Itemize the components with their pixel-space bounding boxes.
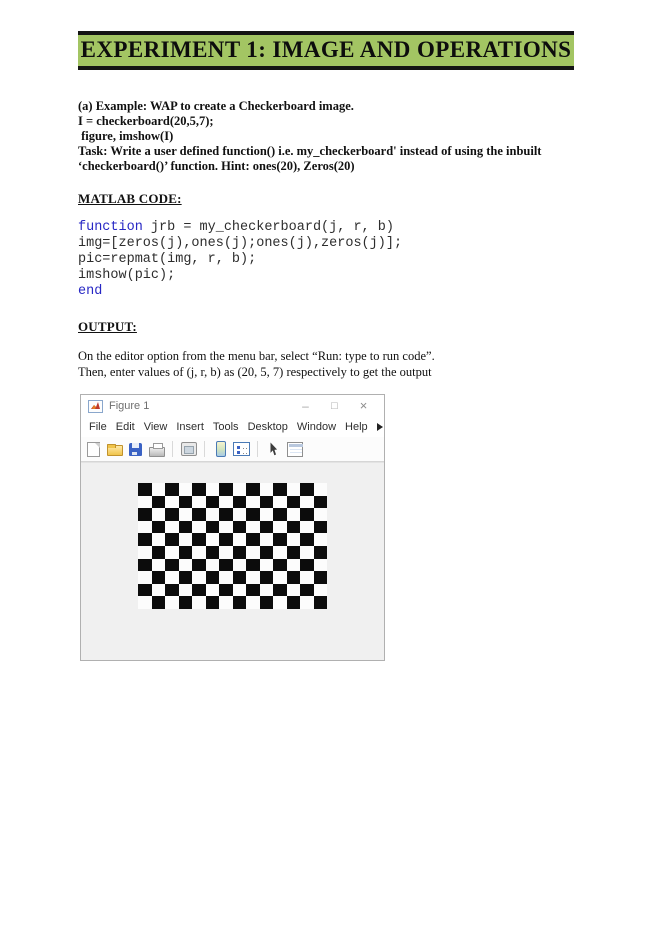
checkerboard-cell: [273, 546, 287, 559]
checkerboard-cell: [246, 596, 260, 609]
checkerboard-cell: [152, 533, 166, 546]
menu-item-tools[interactable]: Tools: [212, 421, 239, 433]
checkerboard-cell: [152, 596, 166, 609]
checkerboard-cell: [260, 559, 274, 572]
checkerboard-cell: [152, 496, 166, 509]
checkerboard-cell: [179, 559, 193, 572]
intro-line: (a) Example: WAP to create a Checkerboard image.: [78, 99, 354, 113]
checkerboard-cell: [233, 483, 247, 496]
checkerboard-cell: [152, 559, 166, 572]
checkerboard-cell: [179, 584, 193, 597]
checkerboard-cell: [138, 521, 152, 534]
checkerboard-cell: [314, 508, 328, 521]
checkerboard-cell: [300, 584, 314, 597]
toolbar-separator: [257, 441, 258, 457]
checkerboard-cell: [179, 483, 193, 496]
checkerboard-cell: [192, 521, 206, 534]
checkerboard-cell: [287, 533, 301, 546]
checkerboard-cell: [260, 571, 274, 584]
checkerboard-cell: [233, 584, 247, 597]
checkerboard-cell: [233, 496, 247, 509]
checkerboard-cell: [287, 571, 301, 584]
menu-item-insert[interactable]: Insert: [176, 421, 204, 433]
checkerboard-cell: [246, 521, 260, 534]
checkerboard-cell: [179, 596, 193, 609]
checkerboard-cell: [179, 571, 193, 584]
menu-item-edit[interactable]: Edit: [115, 421, 135, 433]
checkerboard-cell: [165, 584, 179, 597]
figure-titlebar[interactable]: [81, 395, 384, 417]
code-text: jrb = my_checkerboard(j, r, b): [142, 220, 394, 235]
checkerboard-cell: [287, 596, 301, 609]
menu-bar: [81, 417, 384, 437]
menu-item-view[interactable]: View: [143, 421, 168, 433]
code-text: pic=repmat(img, r, b);: [78, 252, 257, 267]
code-line: [78, 284, 590, 300]
checkerboard-cell: [314, 596, 328, 609]
menu-item-window[interactable]: Window: [296, 421, 337, 433]
checkerboard-cell: [314, 559, 328, 572]
intro-block: [78, 99, 590, 174]
code-keyword: function: [78, 220, 143, 235]
checkerboard-cell: [246, 483, 260, 496]
checkerboard-cell: [152, 584, 166, 597]
matlab-figure-window: [80, 394, 385, 661]
checkerboard-cell: [260, 521, 274, 534]
checkerboard-cell: [273, 521, 287, 534]
checkerboard-cell: [192, 533, 206, 546]
window-controls: [291, 395, 378, 417]
output-heading: OUTPUT:: [78, 319, 137, 334]
output-line: Then, enter values of (j, r, b) as (20, 5, 7) respectively to get the output: [78, 364, 432, 379]
checkerboard-cell: [138, 546, 152, 559]
checkerboard-cell: [314, 546, 328, 559]
checkerboard-cell: [206, 508, 220, 521]
checkerboard-cell: [165, 508, 179, 521]
checkerboard-cell: [273, 559, 287, 572]
property-inspector-icon[interactable]: [286, 441, 303, 458]
checkerboard-cell: [246, 559, 260, 572]
intro-line: I = checkerboard(20,5,7);: [78, 114, 214, 128]
checkerboard-cell: [314, 496, 328, 509]
checkerboard-cell: [233, 546, 247, 559]
checkerboard-cell: [138, 483, 152, 496]
checkerboard-cell: [192, 496, 206, 509]
code-text: img=[zeros(j),ones(j);ones(j),zeros(j)];: [78, 236, 403, 251]
checkerboard-cell: [219, 546, 233, 559]
checkerboard-cell: [138, 533, 152, 546]
figure-toolbar: [81, 437, 384, 462]
checkerboard-cell: [233, 571, 247, 584]
checkerboard-cell: [273, 571, 287, 584]
link-plot-icon[interactable]: [180, 441, 197, 458]
checkerboard-cell: [273, 483, 287, 496]
maximize-button[interactable]: □: [331, 400, 338, 412]
checkerboard-cell: [152, 571, 166, 584]
checkerboard-cell: [233, 508, 247, 521]
checkerboard-cell: [246, 508, 260, 521]
checkerboard-cell: [206, 496, 220, 509]
checkerboard-cell: [206, 596, 220, 609]
toolbar-separator: [204, 441, 205, 457]
checkerboard-cell: [300, 559, 314, 572]
output-block: [78, 349, 590, 380]
checkerboard-cell: [179, 496, 193, 509]
checkerboard-cell: [273, 533, 287, 546]
checkerboard-cell: [300, 521, 314, 534]
open-file-icon[interactable]: [106, 441, 123, 458]
checkerboard-cell: [260, 584, 274, 597]
checkerboard-cell: [219, 533, 233, 546]
checkerboard-cell: [260, 596, 274, 609]
checkerboard-cell: [314, 584, 328, 597]
checkerboard-cell: [138, 596, 152, 609]
checkerboard-cell: [260, 496, 274, 509]
checkerboard-image: [138, 483, 327, 609]
checkerboard-cell: [165, 571, 179, 584]
edit-plot-icon[interactable]: [265, 441, 282, 458]
checkerboard-cell: [314, 533, 328, 546]
checkerboard-cell: [287, 546, 301, 559]
window-title: Figure 1: [109, 400, 150, 412]
checkerboard-cell: [260, 508, 274, 521]
checkerboard-cell: [165, 533, 179, 546]
checkerboard-cell: [314, 571, 328, 584]
checkerboard-cell: [246, 584, 260, 597]
checkerboard-cell: [152, 508, 166, 521]
experiment-title-banner: [78, 31, 574, 70]
checkerboard-cell: [314, 521, 328, 534]
checkerboard-cell: [287, 521, 301, 534]
checkerboard-cell: [165, 596, 179, 609]
checkerboard-cell: [273, 584, 287, 597]
checkerboard-cell: [300, 496, 314, 509]
checkerboard-cell: [287, 483, 301, 496]
checkerboard-cell: [219, 496, 233, 509]
code-block: [78, 220, 590, 300]
checkerboard-cell: [179, 521, 193, 534]
checkerboard-cell: [233, 521, 247, 534]
checkerboard-cell: [260, 533, 274, 546]
menu-item-help[interactable]: Help: [345, 421, 368, 433]
checkerboard-cell: [300, 571, 314, 584]
matlab-code-heading: MATLAB CODE:: [78, 191, 182, 206]
checkerboard-cell: [165, 546, 179, 559]
checkerboard-cell: [138, 508, 152, 521]
checkerboard-cell: [219, 521, 233, 534]
intro-line: Task: Write a user defined function() i.e. my_checkerboard' instead of using the inbuilt: [78, 144, 542, 158]
checkerboard-cell: [219, 508, 233, 521]
checkerboard-cell: [192, 546, 206, 559]
checkerboard-cell: [287, 508, 301, 521]
checkerboard-cell: [219, 596, 233, 609]
save-figure-icon[interactable]: [127, 441, 144, 458]
checkerboard-cell: [246, 571, 260, 584]
checkerboard-cell: [206, 521, 220, 534]
checkerboard-cell: [314, 483, 328, 496]
checkerboard-cell: [287, 559, 301, 572]
checkerboard-cell: [179, 546, 193, 559]
new-figure-icon[interactable]: [85, 441, 102, 458]
checkerboard-cell: [192, 508, 206, 521]
checkerboard-cell: [219, 584, 233, 597]
checkerboard-cell: [287, 584, 301, 597]
checkerboard-cell: [192, 584, 206, 597]
checkerboard-cell: [138, 584, 152, 597]
checkerboard-cell: [165, 559, 179, 572]
matlab-figure-icon: [88, 400, 103, 413]
checkerboard-cell: [300, 508, 314, 521]
checkerboard-cell: [152, 546, 166, 559]
checkerboard-cell: [246, 546, 260, 559]
checkerboard-cell: [206, 571, 220, 584]
checkerboard-cell: [233, 559, 247, 572]
checkerboard-cell: [246, 533, 260, 546]
checkerboard-cell: [138, 496, 152, 509]
checkerboard-cell: [246, 496, 260, 509]
output-line: On the editor option from the menu bar, select “Run: type to run code”.: [78, 349, 435, 363]
figure-canvas: [81, 462, 384, 660]
checkerboard-cell: [152, 521, 166, 534]
checkerboard-cell: [260, 483, 274, 496]
code-text: imshow(pic);: [78, 268, 176, 283]
checkerboard-cell: [206, 559, 220, 572]
checkerboard-cell: [192, 571, 206, 584]
checkerboard-cell: [138, 571, 152, 584]
checkerboard-cell: [206, 483, 220, 496]
checkerboard-cell: [165, 483, 179, 496]
checkerboard-cell: [287, 496, 301, 509]
print-figure-icon[interactable]: [148, 441, 165, 458]
checkerboard-cell: [300, 533, 314, 546]
checkerboard-cell: [233, 596, 247, 609]
close-button[interactable]: ×: [359, 398, 368, 413]
checkerboard-cell: [206, 546, 220, 559]
insert-legend-icon[interactable]: [233, 441, 250, 458]
menu-item-file[interactable]: File: [89, 421, 107, 433]
code-line: [78, 268, 590, 284]
insert-colorbar-icon[interactable]: [212, 441, 229, 458]
toolbar-separator: [172, 441, 173, 457]
code-line: [78, 236, 590, 252]
checkerboard-cell: [219, 559, 233, 572]
checkerboard-cell: [206, 584, 220, 597]
intro-line: figure, imshow(I): [78, 129, 174, 143]
checkerboard-cell: [273, 596, 287, 609]
code-keyword: end: [78, 284, 103, 299]
checkerboard-cell: [192, 596, 206, 609]
checkerboard-cell: [179, 533, 193, 546]
checkerboard-cell: [152, 483, 166, 496]
checkerboard-cell: [300, 596, 314, 609]
checkerboard-cell: [219, 483, 233, 496]
checkerboard-cell: [300, 483, 314, 496]
menu-item-desktop[interactable]: Desktop: [247, 421, 288, 433]
checkerboard-cell: [300, 546, 314, 559]
checkerboard-cell: [219, 571, 233, 584]
checkerboard-cell: [165, 521, 179, 534]
code-line: [78, 220, 590, 236]
checkerboard-cell: [260, 546, 274, 559]
checkerboard-cell: [192, 559, 206, 572]
checkerboard-cell: [192, 483, 206, 496]
checkerboard-cell: [273, 508, 287, 521]
checkerboard-cell: [273, 496, 287, 509]
page-title: EXPERIMENT 1: IMAGE AND OPERATIONS: [80, 37, 572, 62]
code-line: [78, 252, 590, 268]
checkerboard-cell: [179, 508, 193, 521]
minimize-button[interactable]: –: [302, 399, 309, 413]
checkerboard-cell: [165, 496, 179, 509]
menu-overflow-icon[interactable]: [377, 423, 383, 431]
checkerboard-cell: [233, 533, 247, 546]
checkerboard-cell: [138, 559, 152, 572]
intro-line: ‘checkerboard()’ function. Hint: ones(20), Zeros(20): [78, 159, 355, 173]
checkerboard-cell: [206, 533, 220, 546]
